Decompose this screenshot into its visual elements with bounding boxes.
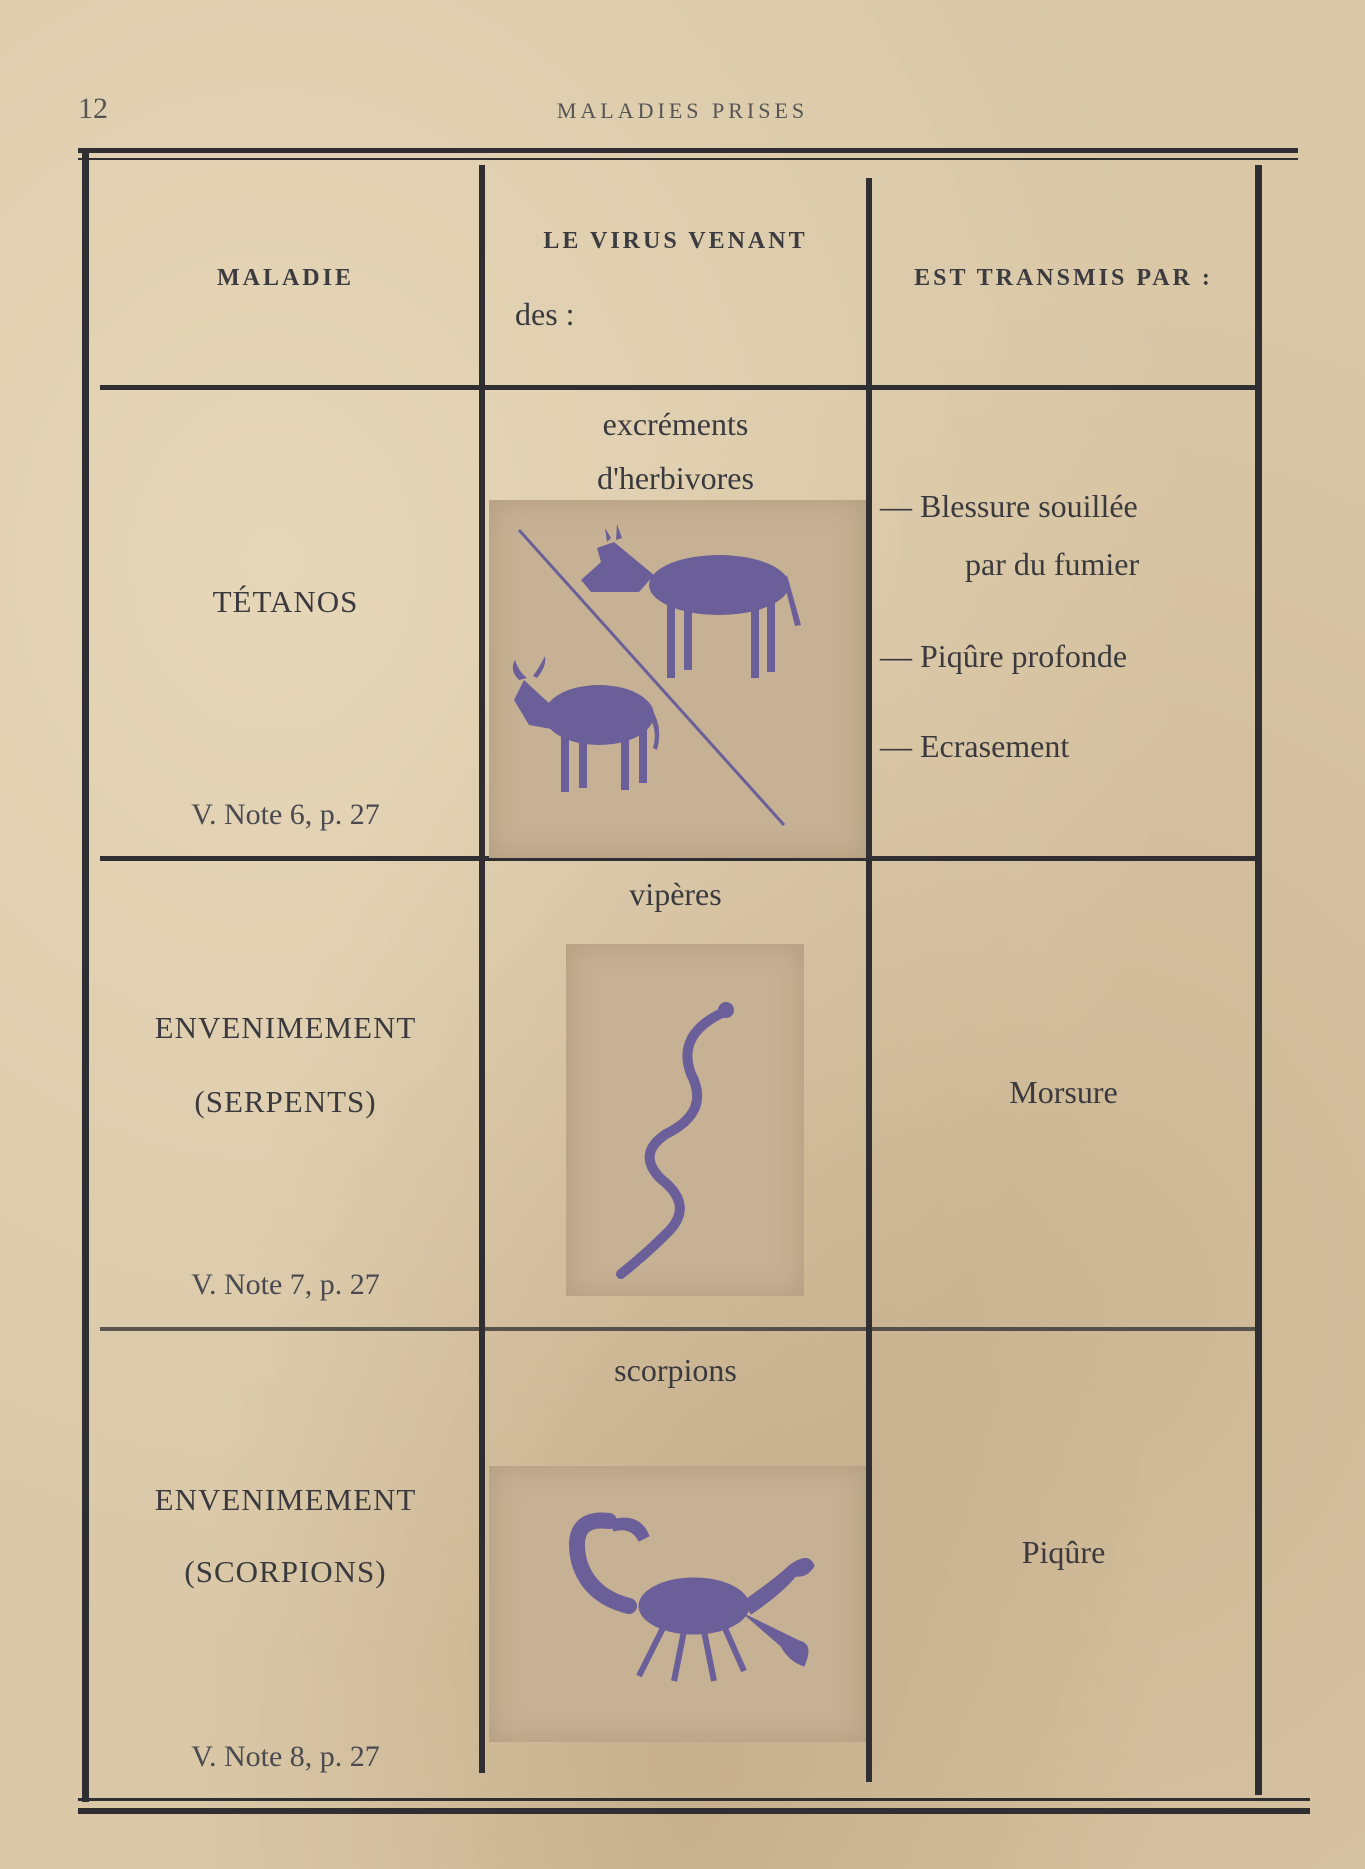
right-border (1255, 165, 1262, 1795)
disease-serpents-line1: ENVENIMEMENT (154, 1010, 417, 1045)
scorpion-icon (489, 1466, 866, 1742)
transmission-row3: Piqûre (1021, 1534, 1106, 1570)
illustration-scorpions (489, 1466, 866, 1742)
page-number: 12 (78, 92, 108, 125)
disease-serpents-line2: (SERPENTS) (194, 1084, 377, 1119)
transmission-row1-a2: par du fumier (965, 546, 1140, 582)
disease-scorpions-line1: ENVENIMEMENT (154, 1482, 417, 1517)
disease-scorpions-line2: (SCORPIONS) (184, 1554, 387, 1589)
header-virus-line1: LE VIRUS VENANT (543, 228, 808, 254)
header-separator (100, 385, 1255, 390)
source-row2: vipères (629, 876, 722, 912)
transmission-row1-a: — Blessure souillée (880, 488, 1138, 524)
note-row2: V. Note 7, p. 27 (191, 1268, 380, 1301)
transmission-row2: Morsure (1009, 1074, 1118, 1110)
header-transmis: EST TRANSMIS PAR : (914, 265, 1213, 291)
illustration-herbivores (489, 500, 866, 858)
source-row1-line2: d'herbivores (597, 460, 754, 496)
header-maladie: MALADIE (216, 265, 354, 291)
donkey-icon (581, 524, 801, 678)
running-head: MALADIES PRISES (556, 98, 809, 123)
row2-separator (100, 1327, 1255, 1331)
top-rule-inner (78, 158, 1298, 160)
bottom-rule-outer (78, 1808, 1310, 1814)
transmission-row1-c: — Ecrasement (880, 728, 1070, 764)
source-row3: scorpions (614, 1352, 737, 1388)
bottom-rule (78, 1798, 1310, 1801)
disease-tetanos: TÉTANOS (212, 584, 359, 619)
snake-icon (566, 944, 804, 1296)
header-virus-line2: des : (515, 296, 575, 332)
left-border (82, 152, 89, 1802)
ox-icon (513, 656, 659, 792)
illustration-viperes (566, 944, 804, 1296)
transmission-row1-b: — Piqûre profonde (880, 638, 1128, 674)
donkey-and-ox-icon (489, 500, 866, 858)
note-row1: V. Note 6, p. 27 (191, 798, 380, 831)
source-row1-line1: excréments (602, 406, 749, 442)
note-row3: V. Note 8, p. 27 (191, 1740, 380, 1773)
top-rule (78, 148, 1298, 153)
